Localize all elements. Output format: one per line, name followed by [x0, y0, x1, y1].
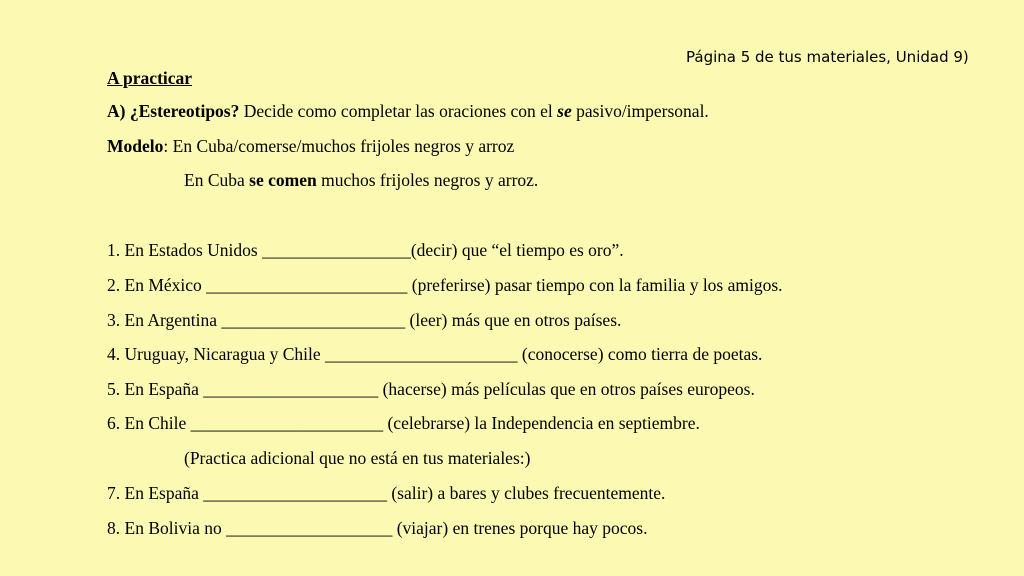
exercise-item-7: 7. En España _____________________ (salir) a bares y clubes frecuentemente. [107, 483, 666, 503]
model-answer-end: muchos frijoles negros y arroz. [316, 170, 539, 190]
instruction-text-end: pasivo/impersonal. [571, 101, 709, 121]
instruction-prefix: A) ¿Estereotipos? [107, 101, 240, 121]
page-reference: Página 5 de tus materiales, Unidad 9) [686, 48, 969, 66]
exercise-item-6: 6. En Chile ______________________ (celebrarse) la Independencia en septiembre. [107, 413, 700, 433]
model-label: Modelo [107, 136, 164, 156]
exercise-item-8: 8. En Bolivia no ___________________ (viajar) en trenes porque hay pocos. [107, 518, 648, 538]
exercise-item-2: 2. En México _______________________ (preferirse) pasar tiempo con la familia y los amigos. [107, 275, 783, 295]
model-prompt: : En Cuba/comerse/muchos frijoles negros y arroz [163, 136, 515, 156]
exercise-item-5: 5. En España ____________________ (hacerse) más películas que en otros países europeos. [107, 379, 755, 399]
exercise-item-1: 1. En Estados Unidos _________________(decir) que “el tiempo es oro”. [107, 240, 624, 260]
exercise-item-4: 4. Uruguay, Nicaragua y Chile ______________________ (conocerse) como tierra de poetas. [107, 344, 763, 364]
instruction-se: se [557, 101, 572, 121]
model-answer [184, 170, 538, 190]
model-answer-bold: se comen [249, 170, 317, 190]
model-answer-start: En Cuba [184, 170, 250, 190]
model-line [107, 136, 514, 156]
exercise-item-3: 3. En Argentina _____________________ (leer) más que en otros países. [107, 310, 622, 330]
instruction-text: Decide como completar las oraciones con el [239, 101, 558, 121]
section-heading: A practicar [107, 68, 193, 88]
instruction-line [107, 101, 709, 121]
extra-practice-note: (Practica adicional que no está en tus materiales:) [184, 448, 531, 468]
